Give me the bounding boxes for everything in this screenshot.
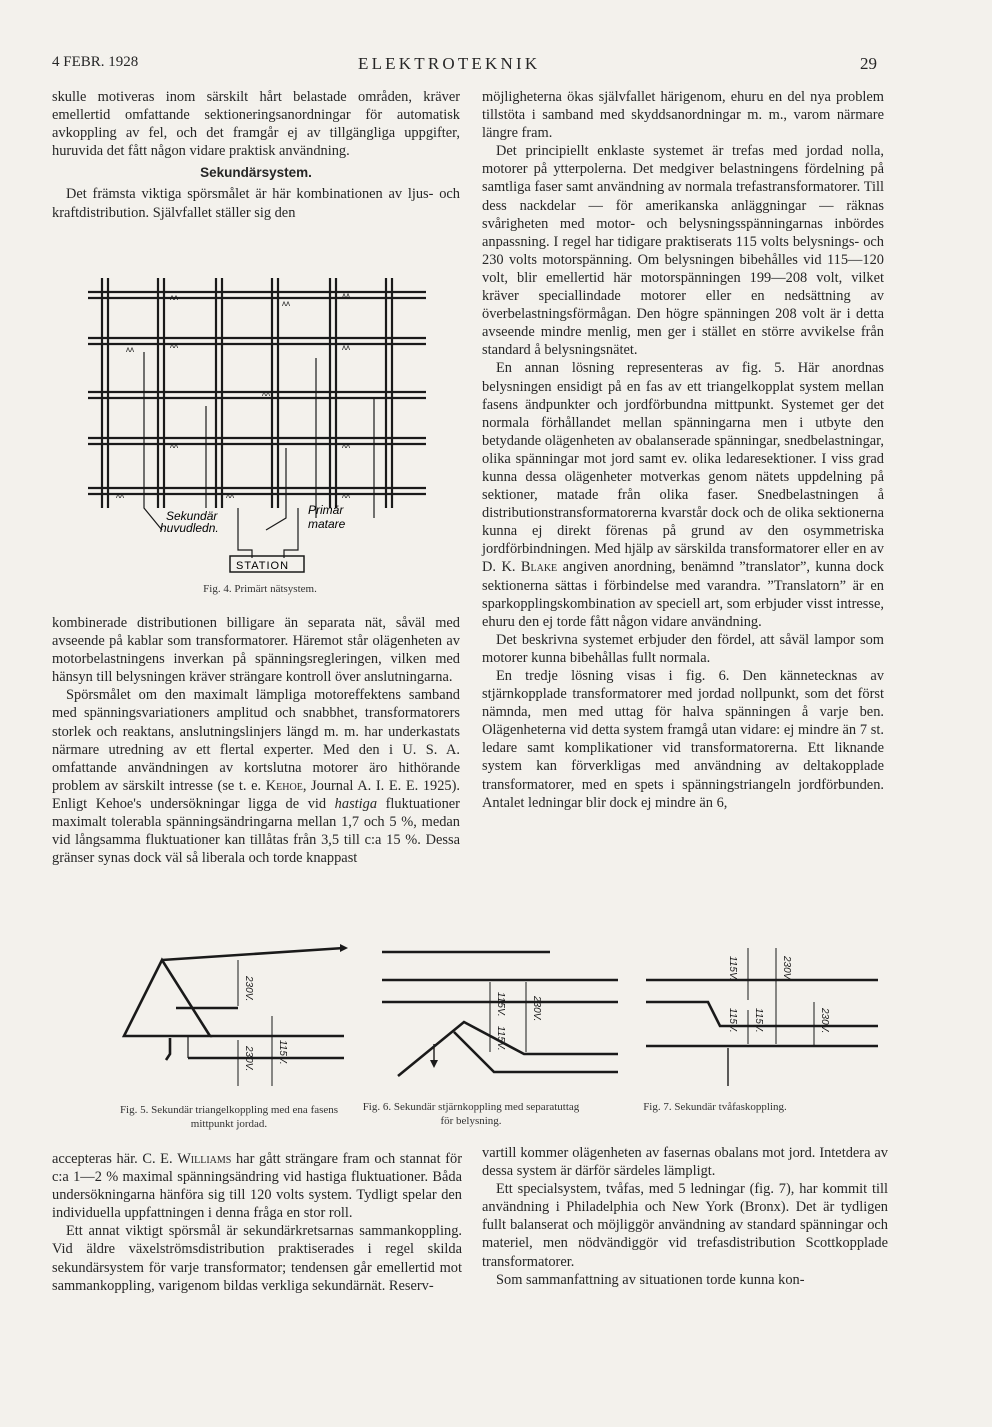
- svg-text:ᴧᴧ: ᴧᴧ: [170, 441, 178, 450]
- svg-text:ᴧᴧ: ᴧᴧ: [262, 389, 270, 398]
- fig4-label-secondary-2: huvudledn.: [160, 521, 219, 535]
- paragraph: skulle motiveras inom särskilt hårt belastade områden, kräver emellertid omfattande sektioneringsanordningar för automatisk avkoppling av fel, och det framgår ej av tillgängliga uppgifter, huruvida det fått någon vidare praktisk användning.: [52, 89, 460, 160]
- svg-text:ᴧᴧ: ᴧᴧ: [116, 491, 124, 500]
- fig5-voltage-230a: 230V.: [243, 976, 254, 1002]
- fig5-voltage-115: 115V.: [277, 1040, 288, 1065]
- author-name: Williams: [177, 1151, 232, 1167]
- paragraph: vartill kommer olägenheten av fasernas obalans mot jord. Intetdera av dessa system är därför särdeles lämpligt.: [482, 1145, 888, 1180]
- figure-6-caption: Fig. 6. Sekundär stjärnkoppling med separatuttag för belysning.: [362, 1101, 580, 1127]
- svg-text:ᴧᴧ: ᴧᴧ: [226, 491, 234, 500]
- svg-text:ᴧᴧ: ᴧᴧ: [282, 299, 290, 308]
- svg-text:ᴧᴧ: ᴧᴧ: [170, 341, 178, 350]
- fig6-voltage-230: 230V.: [531, 996, 542, 1022]
- paragraph: Som sammanfattning av situationen torde kunna kon-: [496, 1271, 805, 1288]
- svg-text:ᴧᴧ: ᴧᴧ: [342, 343, 350, 352]
- section-heading: Sekundärsystem.: [200, 165, 312, 181]
- fig7-voltage-115b: 115V.: [727, 1008, 738, 1033]
- left-column-top: [52, 88, 460, 222]
- paragraph: En annan lösning representeras av fig. 5. Här anordnas belysningen ensidigt på en fas av ett triangelkopplat system mellan fasens ändpunkter och jordförbundna mittpunkt. Systemet ger det normala förhållandet mellan spänningarna men i utbyte den betydande olägenheten av obalanserade spänningar, snedbelastningar, olika spänningar mot jord samt ev. olika ledaresektioner. I viss grad kunna dessa olägenheter motverkas genom nätets uppdelning på sektioner, matade från olika faser. Snedbelastningen å distributionstransformatorerna kvarstår dock och de olika sektionerna kunna ej direkt förenas på grund av den osymmetriska jordförbindningen. Med hjälp av särskilda transformatorer eller en av D. K. Blake angiven anordning, benämnd ”translator”, kunna dock sektionerna sättas i förbindelse med varandra. ”Translatorn” är en sparkopplingskombination av speciell art, som erbjuder visst intresse, ehuru den ej torde fått någon vidare användning.: [482, 360, 884, 630]
- author-name: Blake: [520, 559, 558, 576]
- fig7-voltage-115c: 115V.: [753, 1008, 764, 1033]
- fig4-station-label: STATION: [236, 560, 290, 572]
- paragraph: Ett specialsystem, tvåfas, med 5 ledningar (fig. 7), har kommit till användning i Philadelphia och New York (Bronx). Det är tydligen fullt balanserat och möjliggör användning av standard spänningar och materiel, men nödvändiggör vid trefasdistribution Scottkopplade transformatorer.: [482, 1181, 888, 1270]
- header-page-number: 29: [860, 54, 877, 73]
- svg-text:ᴧᴧ: ᴧᴧ: [342, 291, 350, 300]
- svg-text:ᴧᴧ: ᴧᴧ: [342, 441, 350, 450]
- fig4-label-primary-2: matare: [308, 517, 346, 531]
- figure-4-caption: Fig. 4. Primärt nätsystem.: [203, 583, 317, 595]
- header-journal-title: ELEKTROTEKNIK: [358, 54, 541, 73]
- fig4-label-primary-1: Primär: [308, 503, 344, 517]
- paragraph: möjligheterna ökas självfallet härigenom, ehuru en del nya problem tillstöta i samband med skyddsanordningar m. m., varom närmare längre fram.: [482, 89, 884, 142]
- paragraph: Det beskrivna systemet erbjuder den fördel, att såväl lampor som motorer kunna bibehållas fullt normala.: [482, 631, 884, 666]
- svg-text:ᴧᴧ: ᴧᴧ: [342, 491, 350, 500]
- svg-text:ᴧᴧ: ᴧᴧ: [126, 345, 134, 354]
- fig7-voltage-115a: 115V.: [727, 956, 738, 981]
- paragraph: Det principiellt enklaste systemet är trefas med jordad nolla, motorer på ytterpolerna. Det medgiver belastningens fördelning på samtliga faser samt användning av normala trefastransformatorer. Till dess nackdelar — för amerikanska anläggningar — räknas svårigheten med motor- och belysningsspänningarnas inbördes anpassning. I regel har tidigare praktiserats 115 volts belysnings- och 230 volts motorspänning. Om belysningen bibehålles vid 115—120 volt, blir emellertid här motorspänningen 199—208 volt, vilket kräver speciallindade motorer eller en nedsättning av överbelastningsförmågan. Den högre spänningen 208 volt är i detta avseende mindre menlig, men ger i stället en större avvikelse från standard å belysningsnätet.: [482, 143, 884, 359]
- right-column-top: [482, 88, 884, 812]
- figures-5-6-7: [118, 936, 888, 1098]
- fig4-label-secondary-1: Sekundär: [166, 509, 218, 523]
- bottom-left-column: [52, 1150, 462, 1295]
- author-name: Kehoe: [265, 777, 303, 794]
- bottom-right-column: [482, 1144, 888, 1289]
- fig7-voltage-230a: 230V.: [781, 956, 792, 982]
- header-date: 4 FEBR. 1928: [52, 54, 139, 70]
- paragraph: kombinerade distributionen billigare än separata nät, såväl med avseende på kablar som transformatorer. Häremot står olägenheten av motorbelastningens inverkan på spänningsregleringen, vilken med hänsyn till belysningen kräver strängare kontroll över anslutningarna.: [52, 615, 460, 686]
- fig5-voltage-230b: 230V.: [243, 1046, 254, 1072]
- fig7-voltage-230b: 230V.: [819, 1008, 830, 1034]
- figure-5-caption: Fig. 5. Sekundär triangelkoppling med ena fasens mittpunkt jordad.: [119, 1104, 339, 1130]
- paragraph: Ett annat viktigt spörsmål är sekundärkretsarnas sammankoppling. Vid äldre växelströmsdistribution praktiserades i regel skilda sekundärsystem för varje transformator; tendensen går emellertid mot sammankoppling, varigenom bildas verkliga sekundärnät. Reserv-: [52, 1223, 462, 1294]
- paragraph: Spörsmålet om den maximalt lämpliga motoreffektens samband med spänningsvariationers amplitud och snabbhet, transformatorers storlek och reaktans, anslutningslinjers längd m. m. har underkastats närmare utredning av ett flertal experter. Med den i U. S. A. omfattande användningen av kortslutna motorer äro hithörande problem av särskilt intresse (se t. e. Kehoe, Journal A. I. E. E. 1925). Enligt Kehoe's undersökningar ligga de vid hastiga fluktuationer maximalt tolerabla spänningsändringarna mellan 1,7 och 5 %, medan vid långsamma fluktuationer kan tillåtas från 3,5 till c:a 15 %. Dessa gränser synas dock väl så liberala och torde knappast: [52, 687, 460, 867]
- fig6-voltage-115a: 115V.: [495, 992, 506, 1017]
- paragraph: Det främsta viktiga spörsmålet är här kombinationen av ljus- och kraftdistribution. Självfallet ställer sig den: [52, 186, 460, 221]
- figure-7-caption: Fig. 7. Sekundär tvåfaskoppling.: [643, 1101, 787, 1113]
- fig6-voltage-115b: 115V.: [495, 1026, 506, 1051]
- paragraph: accepteras här. C. E. Williams har gått strängare fram och stannat för c:a 1—2 % maximal spänningsändring vid hastiga fluktuationer. Båda undersökningarna hänföra sig till 120 volts system. Tydligt spelar den individuella uppfattningen i denna fråga en stor roll.: [52, 1151, 462, 1222]
- paragraph: En tredje lösning visas i fig. 6. Den kännetecknas av stjärnkopplade transformatorer med jordad nollpunkt, som det först nämnda, men med uttag för halva spänningen å varje ben. Olägenheterna vid detta system framgå utan vidare: ej mindre än 7 st. ledare samt komplikationer vid transformatorerna. Ett liknande system kan förverkligas med användning av deltakopplade transformatorer, med en spets i spänningstriangeln jordförbunden. Antalet ledningar blir dock ej mindre än 6,: [482, 668, 884, 811]
- figure-4-primary-network: [86, 268, 434, 598]
- left-column-bottom: [52, 614, 460, 867]
- svg-text:ᴧᴧ: ᴧᴧ: [170, 293, 178, 302]
